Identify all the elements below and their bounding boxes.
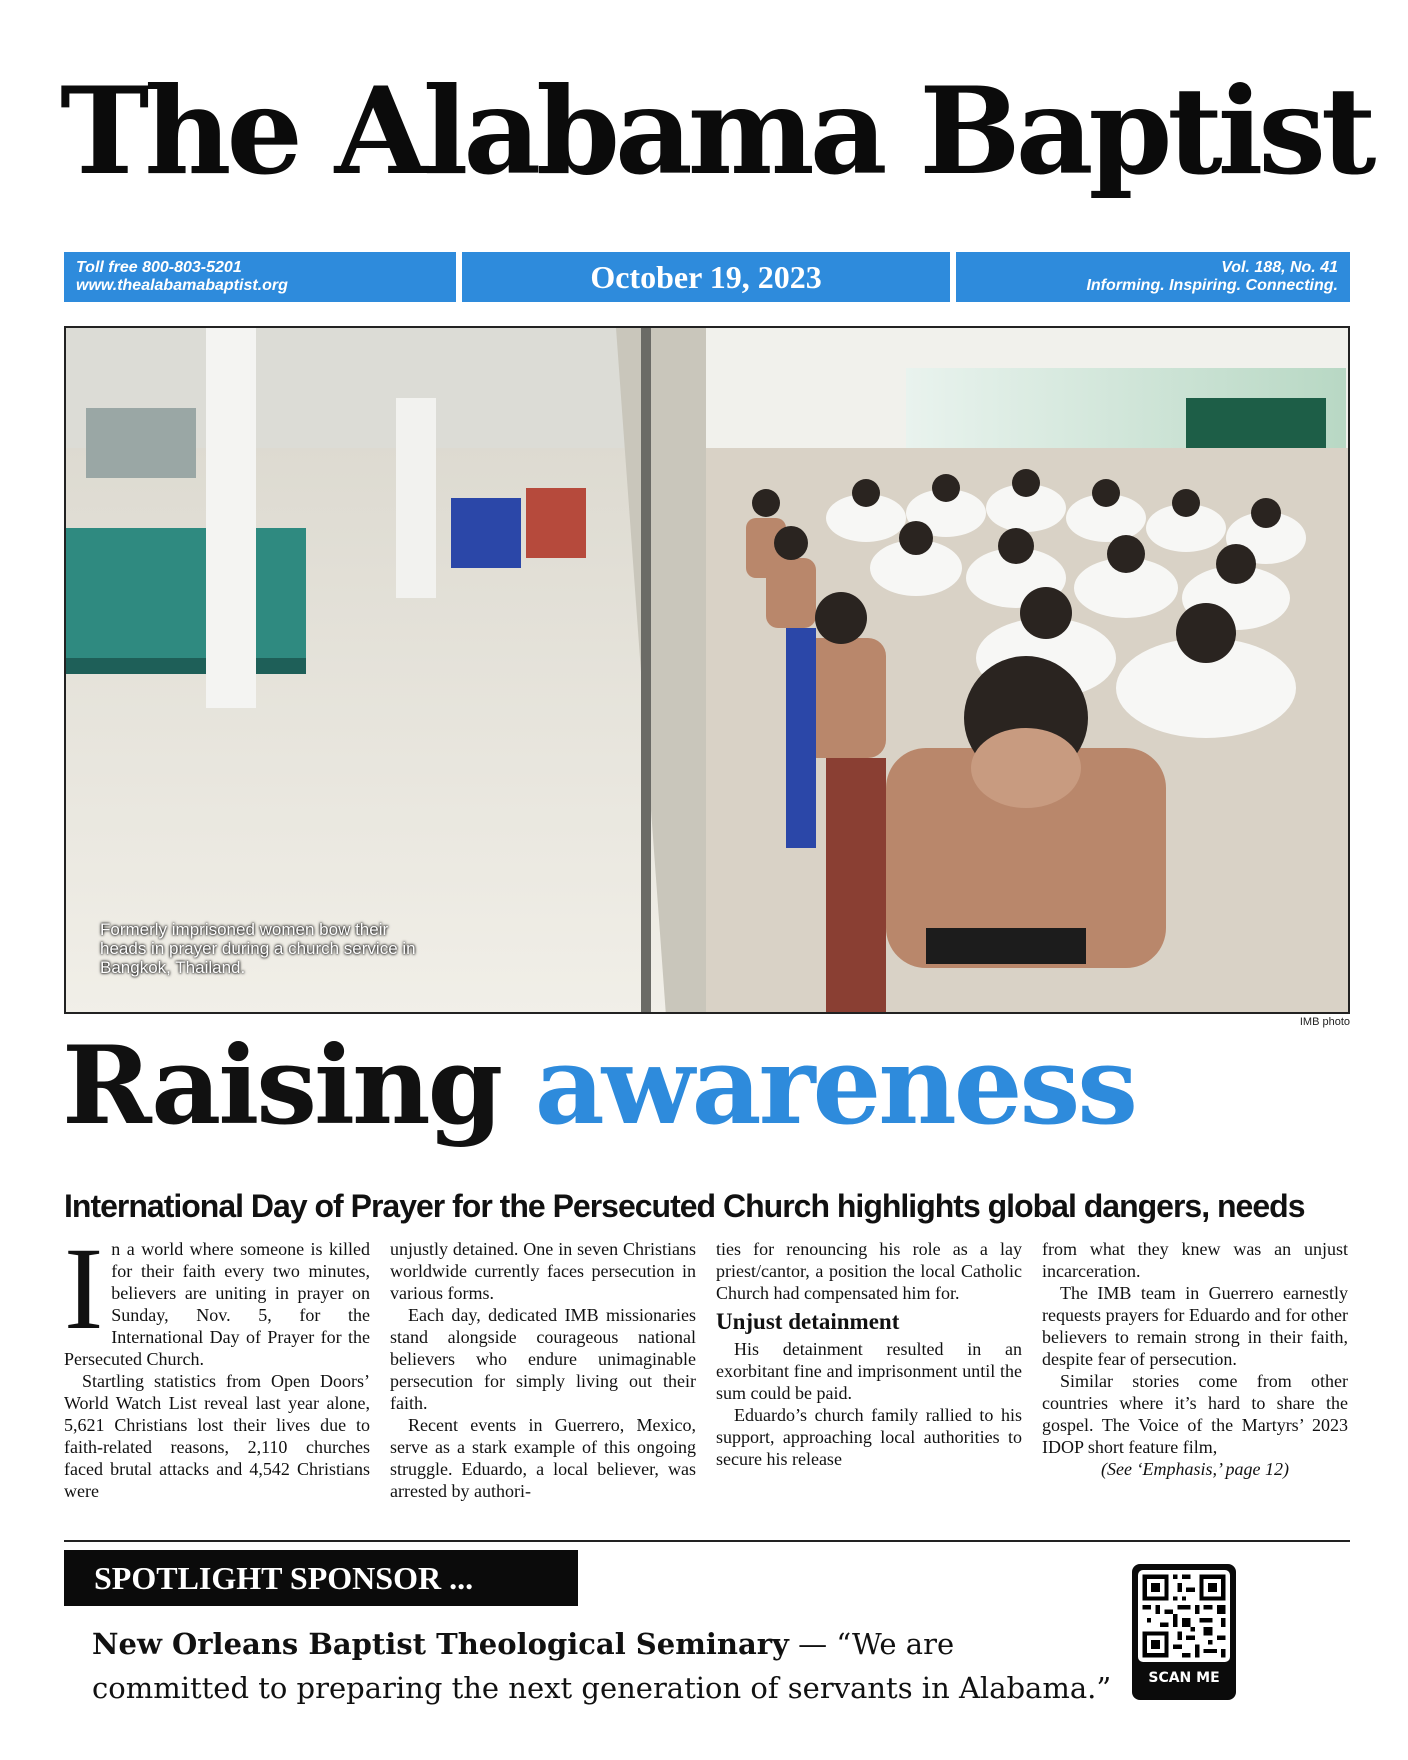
issue-date: October 19, 2023 bbox=[462, 252, 950, 302]
article-column-1 bbox=[64, 1238, 370, 1532]
sponsor-name: New Orleans Baptist Theological Seminary bbox=[92, 1627, 789, 1661]
phone-number: Toll free 800-803-5201 bbox=[76, 259, 242, 276]
sponsor-statement bbox=[92, 1622, 1112, 1710]
drop-cap: I bbox=[64, 1238, 104, 1354]
article-paragraph: ties for renouncing his role as a lay priest/cantor, a position the local Catholic Church had compensated him for. bbox=[716, 1239, 1022, 1303]
article-paragraph: His detainment resulted in an exorbitant fine and imprisonment until the sum could be paid. bbox=[716, 1339, 1022, 1403]
photo-illustration bbox=[66, 328, 1350, 1014]
spotlight-sponsor-tab: SPOTLIGHT SPONSOR ... bbox=[64, 1550, 578, 1606]
section-subhead: Unjust detainment bbox=[716, 1309, 900, 1334]
article-paragraph: Recent events in Guerrero, Mexico, serve as a stark example of this ongoing struggle. Eduardo, a local believer, was arrested by authori- bbox=[390, 1415, 696, 1501]
article-column-2 bbox=[390, 1238, 696, 1532]
article-column-4 bbox=[1042, 1238, 1348, 1532]
article-paragraph: Eduardo’s church family rallied to his support, approaching local authorities to secure his release bbox=[716, 1405, 1022, 1469]
volume-number: Vol. 188, No. 41 bbox=[1221, 259, 1338, 276]
website-link[interactable]: www.thealabamabaptist.org bbox=[76, 277, 288, 294]
qr-code-icon bbox=[1138, 1570, 1230, 1662]
tagline: Informing. Inspiring. Connecting. bbox=[1086, 277, 1338, 294]
qr-label: SCAN ME bbox=[1148, 1670, 1220, 1686]
volume-box bbox=[956, 252, 1350, 302]
article-paragraph: unjustly detained. One in seven Christians worldwide currently faces persecution in various forms. bbox=[390, 1239, 696, 1303]
headline bbox=[62, 1023, 1136, 1149]
subheadline: International Day of Prayer for the Persecuted Church highlights global dangers, needs bbox=[64, 1188, 1305, 1224]
article-paragraph: Similar stories come from other countries where it’s hard to share the gospel. The Voice of the Martyrs’ 2023 IDOP short feature film, bbox=[1042, 1371, 1348, 1457]
contact-box bbox=[64, 252, 456, 302]
article-column-3 bbox=[716, 1238, 1022, 1532]
masthead-title: The Alabama Baptist bbox=[60, 61, 1372, 202]
lead-photo bbox=[64, 326, 1350, 1014]
sponsor-quote: — “We are committed to preparing the next generation of servants in Alabama.” bbox=[92, 1627, 1112, 1705]
headline-part-2: awareness bbox=[534, 1023, 1136, 1149]
article-paragraph: Startling statistics from Open Doors’ World Watch List reveal last year alone, 5,621 Christians lost their lives due to faith-related reasons, 2,110 churches faced brutal attacks and 4,542 Christians were bbox=[64, 1371, 370, 1501]
jump-line[interactable]: (See ‘Emphasis,’ page 12) bbox=[1101, 1459, 1289, 1479]
section-divider bbox=[64, 1540, 1350, 1542]
article-paragraph: Each day, dedicated IMB missionaries stand alongside courageous national believers who endure unimaginable persecution for simply living out their faith. bbox=[390, 1305, 696, 1413]
article-paragraph: n a world where someone is killed for their faith every two minutes, believers are uniting in prayer on Sunday, Nov. 5, for the International Day of Prayer for the Persecuted Church. bbox=[64, 1239, 370, 1369]
qr-code[interactable] bbox=[1132, 1564, 1236, 1700]
photo-caption: Formerly imprisoned women bow their heads in prayer during a church service in Bangkok, Thailand. bbox=[100, 920, 416, 977]
article-paragraph: The IMB team in Guerrero earnestly requests prayers for Eduardo and for other believers to remain strong in their faith, despite fear of persecution. bbox=[1042, 1283, 1348, 1369]
photo-credit: IMB photo bbox=[1299, 1016, 1350, 1028]
headline-part-1: Raising bbox=[62, 1023, 501, 1149]
article-paragraph: from what they knew was an unjust incarceration. bbox=[1042, 1239, 1348, 1281]
qr-pattern bbox=[1138, 1570, 1230, 1662]
info-bar bbox=[64, 252, 1350, 302]
